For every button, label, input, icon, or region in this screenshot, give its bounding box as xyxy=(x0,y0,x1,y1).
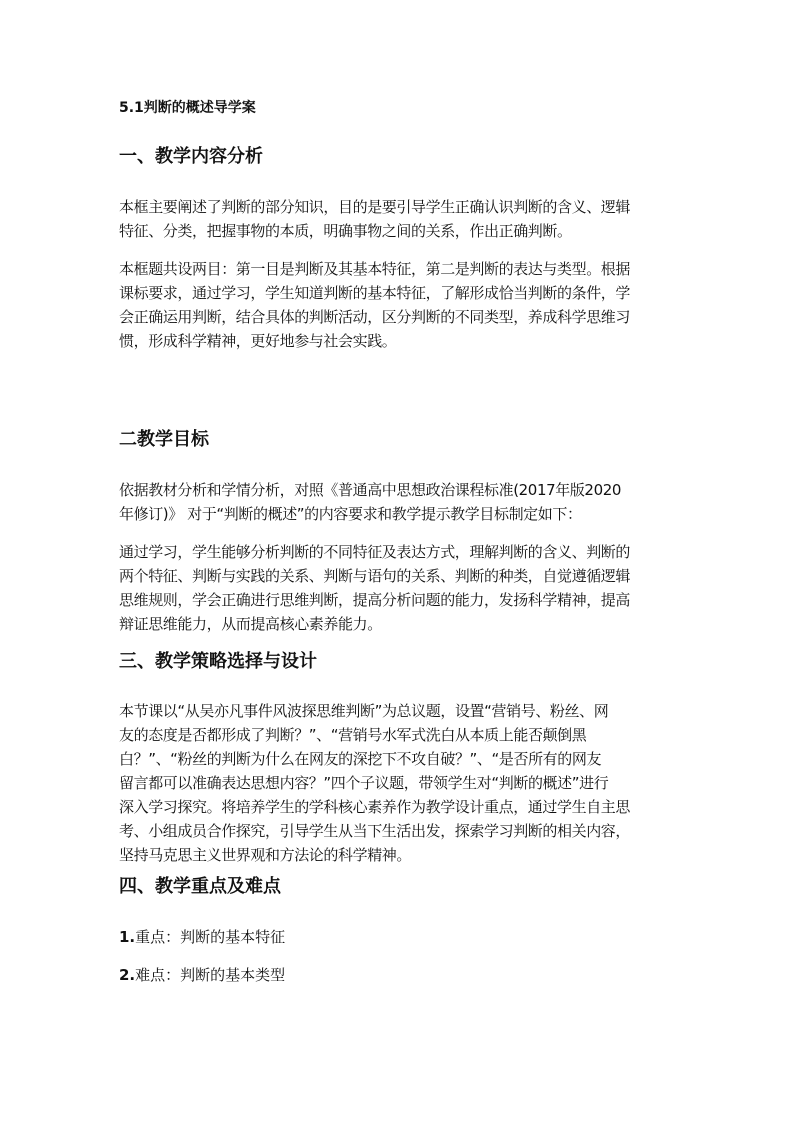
paragraph xyxy=(119,540,679,636)
section-heading-key-points: 四、教学重点及难点 xyxy=(119,876,281,897)
paragraph xyxy=(119,699,679,867)
text-line: 惯，形成科学精神，更好地参与社会实践。 xyxy=(119,332,397,350)
item-text: 重点：判断的基本特征 xyxy=(135,928,286,946)
item-text: 难点：判断的基本类型 xyxy=(135,966,286,984)
text-line: 依据教材分析和学情分析，对照《普通高中思想政治课程标准(2017年版2020 xyxy=(119,481,622,499)
paragraph xyxy=(119,478,679,526)
text-line: 坚持马克思主义世界观和方法论的科学精神。 xyxy=(119,846,412,864)
text-line: 特征、分类，把握事物的本质，明确事物之间的关系，作出正确判断。 xyxy=(119,222,572,240)
text-line: 辩证思维能力，从而提高核心素养能力。 xyxy=(119,615,382,633)
section-heading-teaching-objectives: 二教学目标 xyxy=(119,429,209,450)
text-line: 思维规则，学会正确进行思维判断，提高分析问题的能力，发扬科学精神，提高 xyxy=(119,591,631,609)
item-number: 2. xyxy=(119,966,136,984)
text-line: 深入学习探究。将培养学生的学科核心素养作为教学设计重点，通过学生自主思 xyxy=(119,798,631,816)
text-line: 会正确运用判断，结合具体的判断活动，区分判断的不同类型，养成科学思维习 xyxy=(119,308,631,326)
text-line: 通过学习，学生能够分析判断的不同特征及表达方式，理解判断的含义、判断的 xyxy=(119,543,631,561)
list-item-key-point xyxy=(119,926,285,948)
text-line: 留言都可以准确表达思想内容？”四个子议题，带领学生对“判断的概述”进行 xyxy=(119,774,609,792)
text-line: 课标要求，通过学习，学生知道判断的基本特征，了解形成恰当判断的条件，学 xyxy=(119,284,631,302)
text-line: 两个特征、判断与实践的关系、判断与语句的关系、判断的种类，自觉遵循逻辑 xyxy=(119,567,631,585)
document-title: 5.1判断的概述导学案 xyxy=(119,100,256,116)
text-line: 白？”、“粉丝的判断为什么在网友的深挖下不攻自破？”、“是否所有的网友 xyxy=(119,750,602,768)
paragraph xyxy=(119,257,679,353)
text-line: 友的态度是否都形成了判断？”、“营销号水军式洗白从本质上能否颠倒黑 xyxy=(119,726,587,744)
list-item-difficult-point xyxy=(119,964,285,986)
section-heading-content-analysis: 一、教学内容分析 xyxy=(119,146,263,167)
item-number: 1. xyxy=(119,928,136,946)
paragraph xyxy=(119,195,679,243)
text-line: 年修订)》 对于“判断的概述”的内容要求和教学提示教学目标制定如下： xyxy=(119,505,582,523)
text-line: 本框主要阐述了判断的部分知识，目的是要引导学生正确认识判断的含义、逻辑 xyxy=(119,198,631,216)
text-line: 本节课以“从吴亦凡事件风波探思维判断”为总议题，设置“营销号、粉丝、网 xyxy=(119,702,609,720)
text-line: 本框题共设两目：第一目是判断及其基本特征，第二是判断的表达与类型。根据 xyxy=(119,260,631,278)
text-line: 考、小组成员合作探究，引导学生从当下生活出发，探索学习判断的相关内容， xyxy=(119,822,631,840)
section-heading-teaching-strategy: 三、教学策略选择与设计 xyxy=(119,651,317,672)
